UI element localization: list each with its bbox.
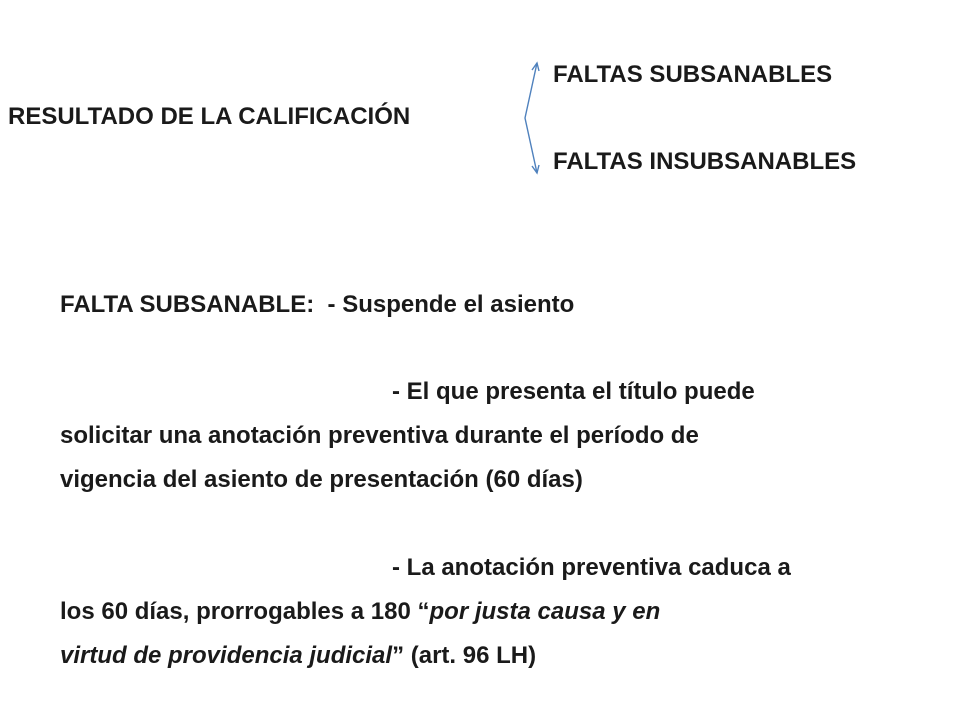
branch-arrow-path bbox=[525, 63, 537, 173]
item-anotacion-preventiva bbox=[60, 370, 940, 502]
item3-line3-italic: virtud de providencia judicial bbox=[60, 642, 393, 669]
item2-line3: vigencia del asiento de presentación (60 días) bbox=[60, 466, 583, 493]
item3-line3-plain: ” (art. 96 LH) bbox=[392, 642, 537, 669]
item-suspende: - Suspende el asiento bbox=[327, 291, 575, 318]
section-label: FALTA SUBSANABLE: bbox=[60, 291, 315, 318]
item3-line2-italic: por justa causa y en bbox=[429, 598, 661, 625]
item2-line1: - El que presenta el título puede bbox=[392, 378, 755, 405]
falta-subsanable-line bbox=[60, 283, 940, 327]
item2-line2: solicitar una anotación preventiva durante el período de bbox=[60, 422, 699, 449]
branch-arrows bbox=[520, 58, 560, 178]
item3-line2-plain: los 60 días, prorrogables a 180 “ bbox=[60, 598, 430, 625]
branch-bottom-label: FALTAS INSUBSANABLES bbox=[553, 148, 857, 175]
branch-top-label: FALTAS SUBSANABLES bbox=[553, 61, 833, 88]
item3-line1: - La anotación preventiva caduca a bbox=[392, 554, 791, 581]
classification-result-label: RESULTADO DE LA CALIFICACIÓN bbox=[8, 103, 411, 130]
item-caducidad bbox=[60, 546, 940, 678]
